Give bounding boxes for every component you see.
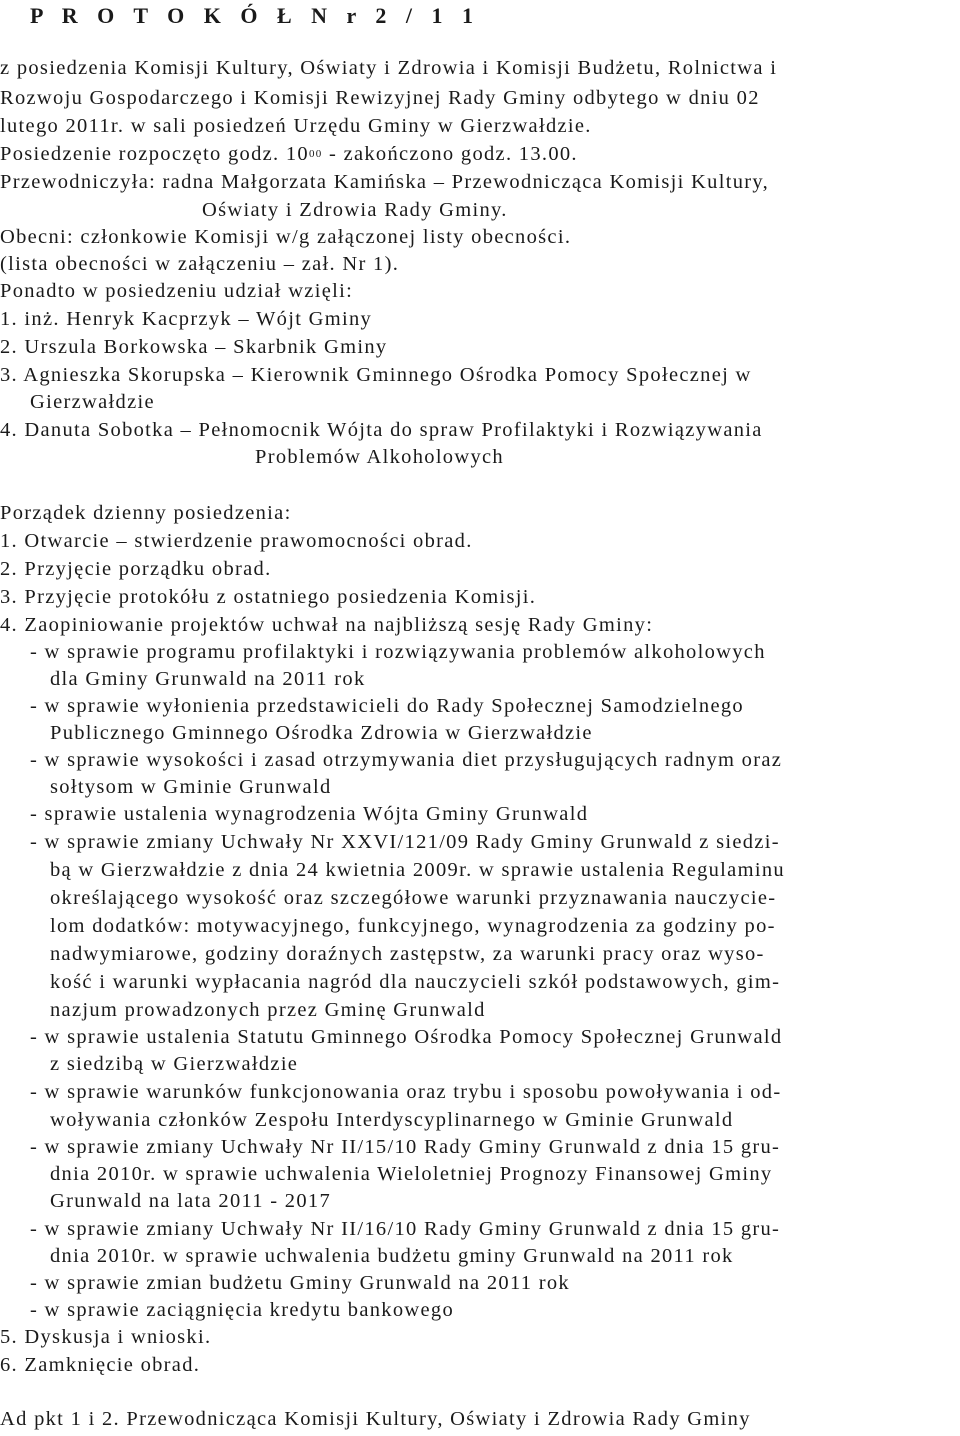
start-time-text: Posiedzenie rozpoczęto godz. 10: [0, 143, 309, 165]
agenda-subitem: - w sprawie programu profilaktyki i rozwiązywania problemów alkoholowych: [30, 641, 766, 663]
agenda-subitem-continued: kość i warunki wypłacania nagród dla nauczycieli szkół podstawowych, gim-: [50, 971, 781, 993]
agenda-item: 6. Zamknięcie obrad.: [0, 1354, 201, 1376]
intro-line: z posiedzenia Komisji Kultury, Oświaty i Zdrowia i Komisji Budżetu, Rolnictwa i: [0, 57, 778, 79]
agenda-subitem: - w sprawie zmiany Uchwały Nr II/16/10 Rady Gminy Grunwald z dnia 15 gru-: [30, 1218, 781, 1240]
agenda-subitem-continued: Publicznego Gminnego Ośrodka Zdrowia w Gierzwałdzie: [50, 722, 593, 744]
agenda-subitem-continued: bą w Gierzwałdzie z dnia 24 kwietnia 2009r. w sprawie ustalenia Regulaminu: [50, 859, 785, 881]
intro-line: Rozwoju Gospodarczego i Komisji Rewizyjnej Rady Gminy odbytego w dniu 02: [0, 87, 760, 109]
agenda-subitem-continued: lom dodatków: motywacyjnego, funkcyjnego, wynagrodzenia za godziny po-: [50, 915, 776, 937]
agenda-item: 4. Zaopiniowanie projektów uchwał na najbliższą sesję Rady Gminy:: [0, 614, 654, 636]
agenda-subitem-continued: dla Gminy Grunwald na 2011 rok: [50, 668, 366, 690]
intro-line: lutego 2011r. w sali posiedzeń Urzędu Gminy w Gierzwałdzie.: [0, 115, 592, 137]
agenda-subitem-continued: Grunwald na lata 2011 - 2017: [50, 1190, 332, 1212]
agenda-item: 1. Otwarcie – stwierdzenie prawomocności obrad.: [0, 530, 473, 552]
participant-item: 1. inż. Henryk Kacprzyk – Wójt Gminy: [0, 308, 373, 330]
agenda-subitem-continued: dnia 2010r. w sprawie uchwalenia Wieloletniej Prognozy Finansowej Gminy: [50, 1163, 773, 1185]
agenda-subitem: - w sprawie wysokości i zasad otrzymywania diet przysługujących radnym oraz: [30, 749, 783, 771]
present-line: (lista obecności w załączeniu – zał. Nr 1).: [0, 253, 400, 275]
participant-item: 2. Urszula Borkowska – Skarbnik Gminy: [0, 336, 388, 358]
agenda-subitem: - w sprawie warunków funkcjonowania oraz trybu i sposobu powoływania i od-: [30, 1081, 782, 1103]
participant-item-continued: Gierzwałdzie: [30, 391, 155, 413]
agenda-item: 2. Przyjęcie porządku obrad.: [0, 558, 272, 580]
start-time-minutes: 00: [308, 148, 323, 160]
agenda-heading: Porządek dzienny posiedzenia:: [0, 502, 292, 524]
agenda-subitem: - w sprawie zaciągnięcia kredytu bankowego: [30, 1299, 455, 1321]
agenda-subitem: - w sprawie ustalenia Statutu Gminnego Ośrodka Pomocy Społecznej Grunwald: [30, 1026, 783, 1048]
chair-line-continued: Oświaty i Zdrowia Rady Gminy.: [202, 199, 508, 221]
chair-line: Przewodniczyła: radna Małgorzata Kamińska – Przewodnicząca Komisji Kultury,: [0, 171, 770, 193]
present-line: Obecni: członkowie Komisji w/g załączonej listy obecności.: [0, 226, 572, 248]
also-present-heading: Ponadto w posiedzeniu udział wzięli:: [0, 280, 354, 302]
closing-line: Ad pkt 1 i 2. Przewodnicząca Komisji Kultury, Oświaty i Zdrowia Rady Gminy: [0, 1408, 751, 1430]
agenda-subitem-continued: sołtysom w Gminie Grunwald: [50, 776, 332, 798]
participant-item: 4. Danuta Sobotka – Pełnomocnik Wójta do spraw Profilaktyki i Rozwiązywania: [0, 419, 763, 441]
agenda-subitem-continued: nazjum prowadzonych przez Gminę Grunwald: [50, 999, 486, 1021]
agenda-subitem: - w sprawie zmiany Uchwały Nr XXVI/121/09 Rady Gminy Grunwald z siedzi-: [30, 831, 780, 853]
agenda-subitem: - sprawie ustalenia wynagrodzenia Wójta Gminy Grunwald: [30, 803, 589, 825]
agenda-item: 3. Przyjęcie protokółu z ostatniego posiedzenia Komisji.: [0, 586, 537, 608]
end-time-text: - zakończono godz. 13.00.: [322, 143, 578, 165]
agenda-item: 5. Dyskusja i wnioski.: [0, 1326, 212, 1348]
agenda-subitem-continued: nadwymiarowe, godziny doraźnych zastępstw, za warunki pracy oraz wyso-: [50, 943, 765, 965]
participant-item-continued: Problemów Alkoholowych: [255, 446, 504, 468]
agenda-subitem: - w sprawie wyłonienia przedstawicieli do Rady Społecznej Samodzielnego: [30, 695, 744, 717]
agenda-subitem-continued: dnia 2010r. w sprawie uchwalenia budżetu gminy Grunwald na 2011 rok: [50, 1245, 734, 1267]
document-title: P R O T O K Ó Ł N r 2 / 1 1: [30, 3, 480, 28]
agenda-subitem-continued: z siedzibą w Gierzwałdzie: [50, 1053, 299, 1075]
session-time: [0, 141, 578, 168]
agenda-subitem: - w sprawie zmiany Uchwały Nr II/15/10 Rady Gminy Grunwald z dnia 15 gru-: [30, 1136, 781, 1158]
participant-item: 3. Agnieszka Skorupska – Kierownik Gminnego Ośrodka Pomocy Społecznej w: [0, 364, 752, 386]
agenda-subitem-continued: woływania członków Zespołu Interdyscyplinarnego w Gminie Grunwald: [50, 1109, 734, 1131]
agenda-subitem-continued: określającego wysokość oraz szczegółowe warunki przyznawania nauczycie-: [50, 887, 777, 909]
agenda-subitem: - w sprawie zmian budżetu Gminy Grunwald na 2011 rok: [30, 1272, 570, 1294]
